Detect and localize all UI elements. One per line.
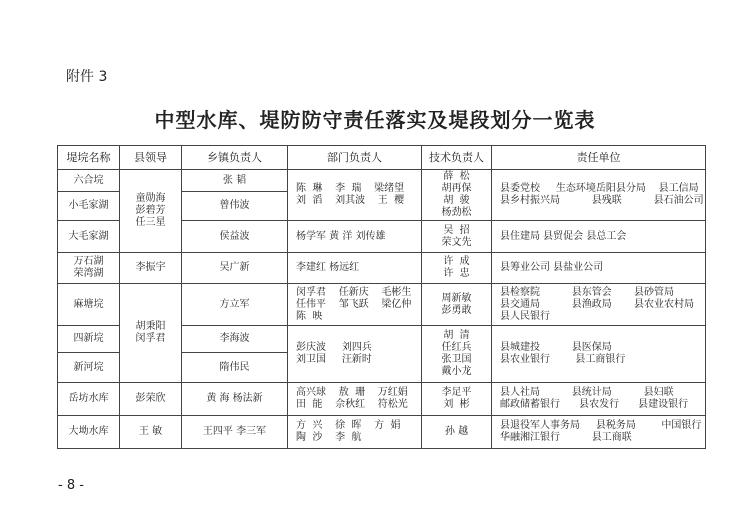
tech-leaders: 孙 越 bbox=[422, 416, 492, 449]
responsible-units: 县筹业公司 县盐业公司 bbox=[492, 253, 706, 284]
dike-name: 六合垸 bbox=[58, 170, 120, 192]
dept-leaders: 李建红 杨远红 bbox=[288, 253, 422, 284]
dike-name: 四新垸 bbox=[58, 326, 120, 353]
responsibility-table bbox=[57, 145, 706, 449]
dept-leaders: 彭庆波 刘四兵 刘卫国 汪新时 bbox=[288, 326, 422, 383]
dike-name: 麻塘垸 bbox=[58, 284, 120, 326]
dike-name: 小毛家湖 bbox=[58, 192, 120, 221]
tech-leaders: 吴 招 荣文先 bbox=[422, 221, 492, 253]
county-leader: 王 敏 bbox=[120, 416, 182, 449]
county-leader: 李振宇 bbox=[120, 253, 182, 284]
town-leader: 侯益波 bbox=[182, 221, 288, 253]
header-row bbox=[58, 146, 706, 170]
town-leader: 李海波 bbox=[182, 326, 288, 353]
dept-leaders: 陈 琳 李 瑞 梁绪望 刘 滔 刘其波 王 樱 bbox=[288, 170, 422, 221]
responsible-units: 县检察院 县东管会 县砂管局 县交通局 县渔政局 县农业农村局 县人民银行 bbox=[492, 284, 706, 326]
county-leader: 童勋海 彭碧芳 任三星 bbox=[120, 170, 182, 253]
table-row bbox=[58, 383, 706, 416]
responsible-units: 县城建投 县医保局 县农业银行 县工商银行 bbox=[492, 326, 706, 383]
attachment-label: 附件 3 bbox=[66, 69, 108, 85]
town-leader: 方立军 bbox=[182, 284, 288, 326]
town-leader: 吴广新 bbox=[182, 253, 288, 284]
table-row bbox=[58, 284, 706, 326]
dike-name: 新河垸 bbox=[58, 353, 120, 383]
tech-leaders: 胡 清 任红兵 张卫国 戴小龙 bbox=[422, 326, 492, 383]
header-cell: 乡镇负责人 bbox=[182, 146, 288, 170]
dike-name: 岳坊水库 bbox=[58, 383, 120, 416]
header-cell: 技术负责人 bbox=[422, 146, 492, 170]
header-cell: 堤垸名称 bbox=[58, 146, 120, 170]
town-leader: 张 韬 bbox=[182, 170, 288, 192]
tech-leaders: 薛 松 胡再保 胡 骏 杨劲松 bbox=[422, 170, 492, 221]
header-cell: 责任单位 bbox=[492, 146, 706, 170]
dept-leaders: 高兴球 敖 珊 万红娟 田 能 佘秋红 符松光 bbox=[288, 383, 422, 416]
responsible-units: 县人社局 县统计局 县妇联 邮政储蓄银行 县农发行 县建设银行 bbox=[492, 383, 706, 416]
town-leader: 曾伟波 bbox=[182, 192, 288, 221]
tech-leaders: 许 成 许 忠 bbox=[422, 253, 492, 284]
dike-name: 大毛家湖 bbox=[58, 221, 120, 253]
page-number: - 8 - bbox=[58, 478, 84, 493]
table-row bbox=[58, 416, 706, 449]
tech-leaders: 周新敏 彭勇敢 bbox=[422, 284, 492, 326]
responsible-units: 县委党校 生态环境岳阳县分局 县工信局 县乡村振兴局 县残联 县石油公司 bbox=[492, 170, 706, 221]
county-leader: 胡秉阳 闵孚君 bbox=[120, 284, 182, 383]
county-leader: 彭荣欣 bbox=[120, 383, 182, 416]
page-title: 中型水库、堤防防守责任落实及堤段划分一览表 bbox=[154, 108, 596, 132]
table-row bbox=[58, 253, 706, 284]
table-row bbox=[58, 170, 706, 192]
header-cell: 县领导 bbox=[120, 146, 182, 170]
dike-name: 大坳水库 bbox=[58, 416, 120, 449]
dept-leaders: 杨学军 黄 洋 刘传雄 bbox=[288, 221, 422, 253]
responsible-units: 县住建局 县贸促会 县总工会 bbox=[492, 221, 706, 253]
dept-leaders: 方 兴 徐 晖 方 娟 陶 沙 李 航 bbox=[288, 416, 422, 449]
town-leader: 王四平 李三军 bbox=[182, 416, 288, 449]
header-cell: 部门负责人 bbox=[288, 146, 422, 170]
tech-leaders: 李足平 刘 彬 bbox=[422, 383, 492, 416]
dept-leaders: 闵孚君 任新庆 毛彬生 任伟平 邹飞跃 梁亿仲 陈 映 bbox=[288, 284, 422, 326]
town-leader: 黄 海 杨法新 bbox=[182, 383, 288, 416]
town-leader: 隋伟民 bbox=[182, 353, 288, 383]
dike-name: 万石湖 荣湾湖 bbox=[58, 253, 120, 284]
responsible-units: 县退役军人事务局 县税务局 中国银行 华融湘江银行 县工商联 bbox=[492, 416, 706, 449]
